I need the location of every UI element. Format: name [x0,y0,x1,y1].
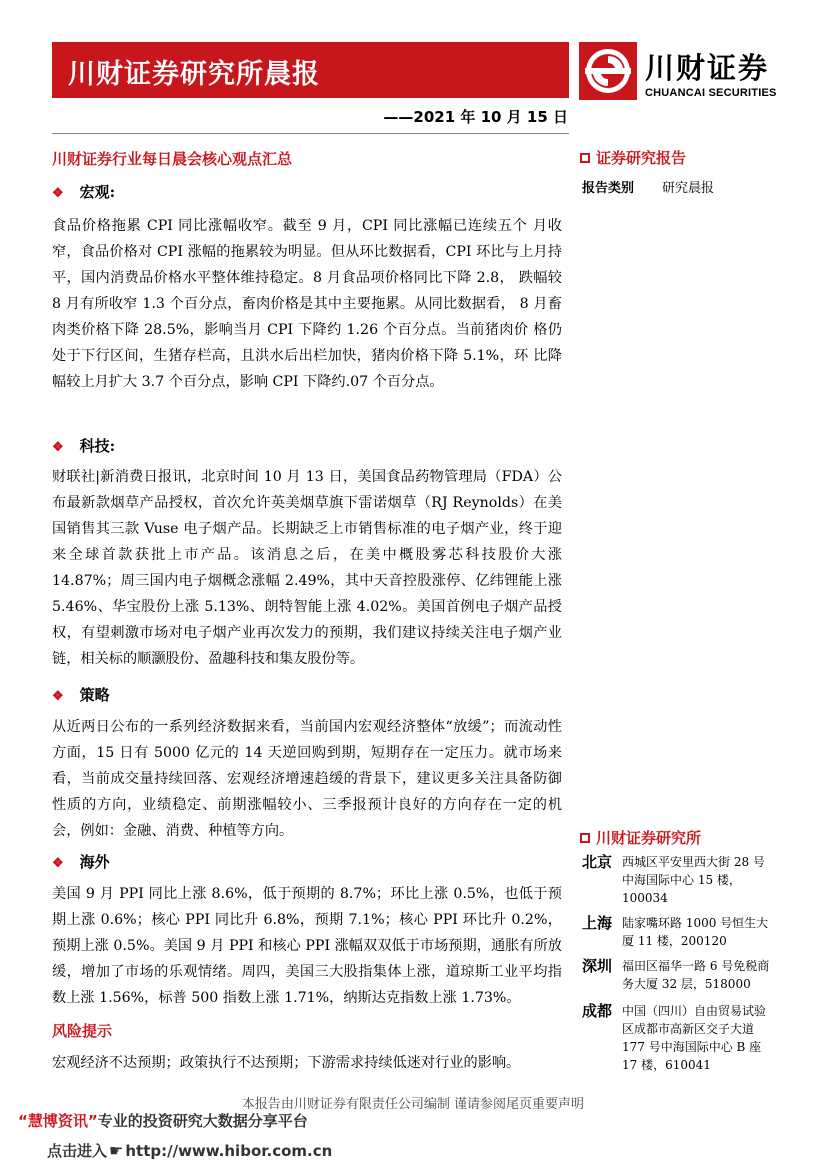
section-heading-text: 宏观: [79,183,116,201]
watermark-line-2 [47,1140,332,1161]
address-city-shenzhen: 深圳 [582,957,613,975]
risk-heading: 风险提示 [52,1022,113,1040]
diamond-bullet-icon: ❖ [52,186,64,201]
hand-cursor-icon: ☛ [109,1141,124,1160]
report-title: 川财证券研究所晨报 [68,59,320,90]
report-type-label: 报告类别 [582,181,635,196]
section-text-tech: 财联社|新消费日报讯，北京时间 10 月 13 日，美国食品药物管理局（FDA）公布最新款烟草产品授权，首次允许英美烟草旗下雷诺烟草（RJ Reynolds）在美国销售其三款 Vuse 电子烟产品。长期缺乏上市销售标准的电子烟产业，终于迎来全球首款获批上市产品。该消息之后，在美中概股雾芯科技股价大涨 14.87%；周三国内电子烟概念涨幅 2.49%，其中天音控股涨停、亿纬锂能上涨 5.46%、华宝股份上涨 5.13%、朗特智能上涨 4.02%。美国首例电子烟产品授权，有望刺激市场对电子烟产业再次发力的预期，我们建议持续关注电子烟产业链，相关标的顺灏股份、盈趣科技和集友股份等。 [52,469,562,667]
logo-name-cn: 川财证券 [645,51,770,85]
report-subtitle: 川财证券行业每日晨会核心观点汇总 [52,150,293,168]
watermark-url-link[interactable]: http://www.hibor.com.cn [125,1142,333,1160]
header-banner [52,42,569,98]
report-date: ——2021 年 10 月 15 日 [383,108,568,126]
report-type-value: 研究晨报 [662,181,715,196]
address-city-shanghai: 上海 [582,914,613,932]
section-heading-text: 科技: [79,437,116,455]
address-text-beijing: 西城区平安里西大街 28 号中海国际中心 15 楼，100034 [622,855,765,905]
address-city-chengdu: 成都 [582,1002,613,1020]
section-heading-strategy [52,684,110,705]
watermark-quote: “慧博资讯” [18,1112,98,1130]
footer-disclaimer: 本报告由川财证券有限责任公司编制 谨请参阅尾页重要声明 [241,1097,585,1112]
company-logo [579,42,779,102]
watermark-prefix: 点击进入 [47,1142,108,1160]
diamond-bullet-icon: ❖ [52,440,64,455]
address-city-beijing: 北京 [582,853,613,871]
section-text-macro: 食品价格拖累 CPI 同比涨幅收窄。截至 9 月，CPI 同比涨幅已连续五个 月收窄，食品价格对 CPI 涨幅的拖累较为明显。但从环比数据看，CPI 环比与上月持平，国内消费品价格水平整体维持稳定。8 月食品项价格同比下降 2.8， 跌幅较 8 月有所收窄 1.3 个百分点，畜肉价格是其中主要拖累。从同比数据看， 8 月畜肉类价格下降 28.5%，影响当月 CPI 下降约 1.26 个百分点。当前猪肉价 格仍处于下行区间，生猪存栏高，且洪水后出栏加快，猪肉价格下降 5.1%，环 比降幅较上月扩大 3.7 个百分点，影响 CPI 下降约.07 个百分点。 [52,218,562,390]
address-text-shanghai: 陆家嘴环路 1000 号恒生大厦 11 楼，200120 [622,916,769,948]
square-bullet-icon [580,153,590,163]
watermark-line-1 [18,1110,308,1131]
chuancai-logo-icon [579,42,637,100]
address-text-shenzhen: 福田区福华一路 6 号免税商务大厦 32 层，518000 [622,959,770,991]
logo-name-en: CHUANCAI SECURITIES [645,87,777,99]
watermark-slogan: 专业的投资研究大数据分享平台 [97,1112,308,1130]
section-heading-tech [52,435,115,456]
square-bullet-icon [580,833,590,843]
sidebar-institute-heading: 川财证券研究所 [580,827,701,848]
section-text-overseas: 美国 9 月 PPI 同比上涨 8.6%，低于预期的 8.7%；环比上涨 0.5%，也低于预期上涨 0.6%；核心 PPI 同比升 6.8%，预期 7.1%；核心 PPI 环比升 0.2%，预期上涨 0.5%。美国 9 月 PPI 和核心 PPI 涨幅双双低于市场预期，通胀有所放缓，增加了市场的乐观情绪。周四，美国三大股指集体上涨，道琼斯工业平均指数上涨 1.56%，标普 500 指数上涨 1.71%，纳斯达克指数上涨 1.73%。 [52,886,562,1006]
section-heading-overseas [52,851,110,872]
section-heading-text: 策略 [79,686,110,704]
diamond-bullet-icon: ❖ [52,856,64,871]
report-type [582,177,714,196]
sidebar-report-heading: 证券研究报告 [580,147,686,168]
header-divider [52,133,569,134]
section-heading-macro [52,181,115,202]
diamond-bullet-icon: ❖ [52,689,64,704]
risk-text: 宏观经济不达预期；政策执行不达预期；下游需求持续低迷对行业的影响。 [52,1055,521,1071]
section-heading-text: 海外 [79,853,110,871]
address-text-chengdu: 中国（四川）自由贸易试验区成都市高新区交子大道 177 号中海国际中心 B 座 17 楼，610041 [622,1004,767,1072]
section-text-strategy: 从近两日公布的一系列经济数据来看，当前国内宏观经济整体“放缓”；而流动性方面，15 日有 5000 亿元的 14 天逆回购到期，短期存在一定压力。就市场来看，当前成交量持续回落、宏观经济增速趋缓的背景下，建议更多关注具备防御性质的方向，业绩稳定、前期涨幅较小、三季报预计良好的方向存在一定的机会，例如：金融、消费、种植等方向。 [52,719,562,839]
